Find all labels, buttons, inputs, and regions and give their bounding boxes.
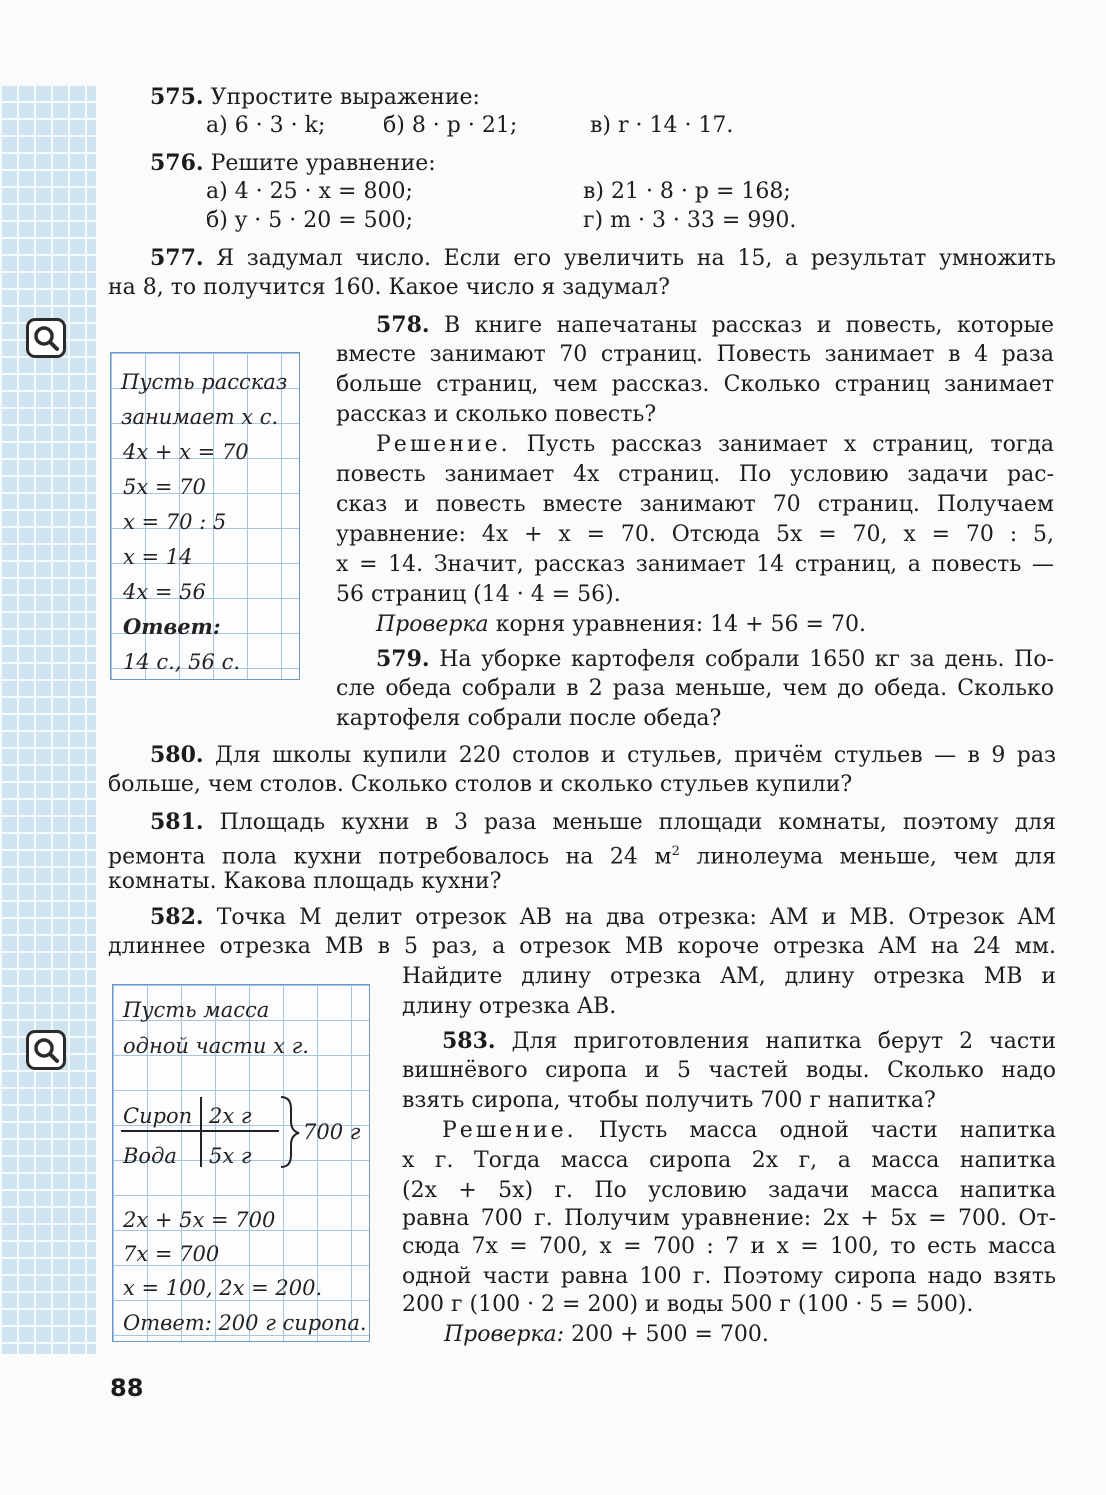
magnifier-icon [26,318,66,358]
problem-578-solution2: повесть занимает 4x страниц. По условию задачи рас- [336,462,1054,487]
note-578-r2: занимает x с. [121,405,279,429]
note-583-e4: Ответ: 200 г сиропа. [123,1311,367,1335]
problem-578-check: Проверка корня уравнения: 14 + 56 = 70. [376,612,866,637]
problem-578-line3: больше страниц, чем рассказ. Сколько страниц занимает [336,372,1054,397]
page-number: 88 [110,1374,144,1402]
notebook-grid-583 [112,984,370,1342]
note-583-water-value: 5x г [209,1144,252,1168]
problem-580-line1: 580. Для школы купили 220 столов и стульев, причём стульев — в 9 раз [150,742,1056,768]
note-583-syrup-value: 2x г [209,1104,252,1128]
note-578-r6: x = 14 [123,545,193,569]
problem-576-v: в) 21 · 8 · p = 168; [583,179,791,204]
problem-576-title: 576. Решите уравнение: [150,150,436,176]
problem-581-line2: ремонта пола кухни потребовалось на 24 $м^2$ линолеума меньше, чем для [108,844,1056,870]
problem-583-line3: взять сиропа, чтобы получить 700 г напитка? [402,1088,936,1113]
problem-583-line2: вишнёвого сиропа и 5 частей воды. Сколько надо [402,1058,1056,1083]
note-578-r9: 14 с., 56 с. [123,650,241,674]
problem-575-b: б) 8 · p · 21; [383,113,518,138]
magnifier-icon [26,1030,66,1070]
problem-582-line2: длиннее отрезка MB в 5 раз, а отрезок MB короче отрезка AM на 24 мм. [108,934,1056,959]
problem-583-check: Проверка: 200 + 500 = 700. [444,1322,769,1347]
note-583-e1: 2x + 5x = 700 [123,1208,276,1232]
note-583-e2: 7x = 700 [123,1242,220,1266]
problem-578-line1: 578. В книге напечатаны рассказ и повесть, которые [376,312,1054,338]
problem-582-line3: Найдите длину отрезка AM, длину отрезка MB и [402,964,1056,989]
problem-578-solution4: уравнение: 4x + x = 70. Отсюда 5x = 70, x = 70 : 5, [336,522,1054,547]
problem-579-line2: сле обеда собрали в 2 раза меньше, чем до обеда. Сколько [336,676,1054,701]
table-lines [113,985,371,1185]
note-578-r7: 4x = 56 [123,580,206,604]
note-578-r1: Пусть рассказ [121,370,288,394]
problem-575-items [206,111,733,141]
note-583-syrup: Сироп [123,1104,193,1128]
note-583-water: Вода [123,1144,177,1168]
problem-583-solution2: x г. Тогда масса сиропа 2x г, а масса напитка [402,1148,1056,1173]
notebook-grid-578 [110,352,300,680]
problem-580-line2: больше, чем столов. Сколько столов и сколько стульев купили? [108,772,853,797]
problem-583-solution5: сюда 7x = 700, x = 700 : 7 и x = 100, то есть масса [402,1234,1056,1259]
problem-583-line1: 583. Для приготовления напитка берут 2 части [442,1028,1056,1054]
problem-581-line1: 581. Площадь кухни в 3 раза меньше площади комнаты, поэтому для [150,809,1056,835]
note-578-r3: 4x + x = 70 [123,440,249,464]
problem-576-row1 [206,177,791,207]
note-583-r1: Пусть масса [123,998,270,1022]
problem-583-solution7: 200 г (100 · 2 = 200) и воды 500 г (100 · 5 = 500). [402,1292,974,1317]
problem-576-a: а) 4 · 25 · x = 800; [206,179,413,204]
problem-578-solution6: 56 страниц (14 · 4 = 56). [336,582,621,607]
note-578-r5: x = 70 : 5 [123,510,227,534]
note-583-e3: x = 100, 2x = 200. [123,1276,323,1300]
problem-579-line3: картофеля собрали после обеда? [336,706,722,731]
problem-578-solution5: x = 14. Значит, рассказ занимает 14 страниц, а повесть — [336,552,1054,577]
problem-575-v: в) r · 14 · 17. [590,113,734,138]
problem-575-title: 575. Упростите выражение: [150,84,480,110]
note-583-total: 700 г [303,1120,361,1144]
problem-576-row2 [206,206,796,236]
problem-576-b: б) y · 5 · 20 = 500; [206,208,414,233]
problem-582-line4: длину отрезка AB. [402,994,617,1019]
problem-578-solution3: сказ и повесть вместе занимают 70 страниц. Получаем [336,492,1054,517]
problem-582-line1: 582. Точка M делит отрезок AB на два отрезка: AM и MB. Отрезок AM [150,904,1056,930]
problem-581-line3: комнаты. Какова площадь кухни? [108,869,502,894]
note-583-r2: одной части x г. [123,1034,309,1058]
problem-583-solution3: (2x + 5x) г. По условию задачи масса напитка [402,1178,1056,1203]
problem-583-solution1: Решение. Пусть масса одной части напитка [442,1118,1056,1143]
problem-575-a: а) 6 · 3 · k; [206,113,326,138]
problem-576-g: г) m · 3 · 33 = 990. [583,208,797,233]
problem-583-solution4: равна 700 г. Получим уравнение: 2x + 5x = 700. От- [402,1206,1056,1231]
note-578-r4: 5x = 70 [123,475,206,499]
problem-577-line2: на 8, то получится 160. Какое число я задумал? [108,275,670,300]
problem-577-line1: 577. Я задумал число. Если его увеличить на 15, а результат умножить [150,245,1057,271]
problem-578-line2: вместе занимают 70 страниц. Повесть занимает в 4 раза [336,342,1054,367]
problem-579-line1: 579. На уборке картофеля собрали 1650 кг за день. По- [376,646,1054,672]
problem-583-solution6: одной части равна 100 г. Поэтому сиропа надо взять [402,1264,1056,1289]
note-578-r8: Ответ: [123,614,221,639]
problem-578-solution1: Решение. Пусть рассказ занимает x страниц, тогда [376,432,1054,457]
problem-578-line4: рассказ и сколько повесть? [336,402,657,427]
